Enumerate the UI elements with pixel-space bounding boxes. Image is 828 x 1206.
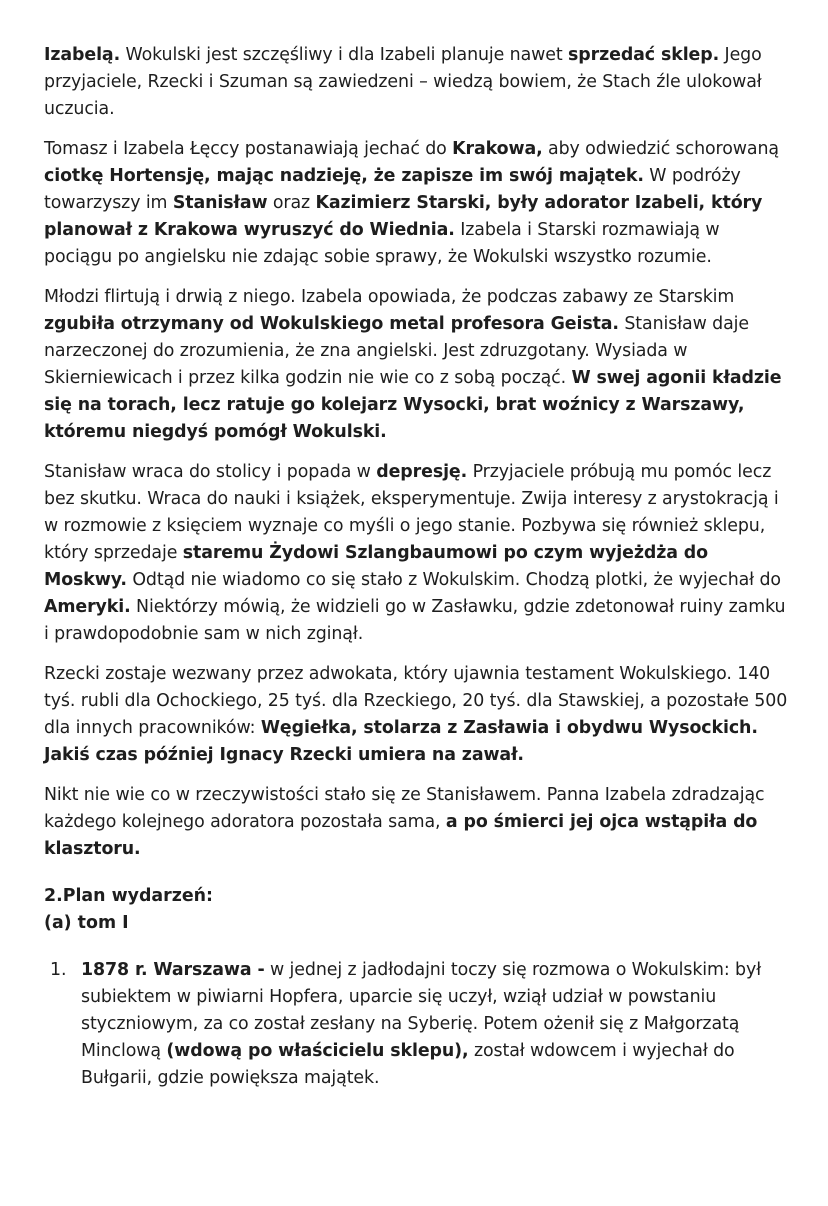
bold-text: Kazimierz Starski, były adorator Izabeli, który planował z Krakowa wyruszyć do Wiednia. bbox=[44, 193, 763, 240]
bold-text: W swej agonii kładzie się na torach, lecz ratuje go kolejarz Wysocki, brat woźnicy z Warszawy, któremu niegdyś pomógł Wokulski. bbox=[44, 368, 782, 442]
bold-text: Stanisław bbox=[172, 193, 268, 213]
bold-text: ciotkę Hortensję, mając nadzieję, że zapisze im swój majątek. bbox=[44, 166, 644, 186]
section-heading: 2.Plan wydarzeń: bbox=[44, 886, 213, 906]
paragraph bbox=[44, 284, 790, 446]
text-run: Tomasz i Izabela Łęccy postanawiają jechać do bbox=[44, 139, 453, 159]
list-item-text bbox=[81, 957, 790, 1092]
plan-list bbox=[44, 957, 790, 1092]
paragraph bbox=[44, 42, 790, 123]
paragraph bbox=[44, 782, 790, 863]
text-run: Młodzi flirtują i drwią z niego. Izabela opowiada, że podczas zabawy ze Starskim bbox=[44, 287, 735, 307]
bold-text: staremu Żydowi Szlangbaumowi po czym wyjeżdża do Moskwy. bbox=[44, 543, 709, 590]
text-run: Odtąd nie wiadomo co się stało z Wokulskim. Chodzą plotki, że wyjechał do bbox=[126, 570, 781, 590]
text-run: Nikt nie wie co w rzeczywistości stało się ze Stanisławem. Panna Izabela zdradzając każdego kolejnego adoratora pozostała sama, bbox=[44, 785, 765, 832]
bold-text: sprzedać sklep. bbox=[568, 45, 720, 65]
bold-text: Węgiełka, stolarza z Zasławia i obydwu Wysockich. Jakiś czas później Ignacy Rzecki umiera na zawał. bbox=[44, 718, 758, 765]
text-run: Izabela i Starski rozmawiają w pociągu po angielsku nie zdając sobie sprawy, że Wokulski wszystko rozumie. bbox=[44, 220, 720, 267]
bold-text: a po śmierci jej ojca wstąpiła do klasztoru. bbox=[44, 812, 758, 859]
bold-text: Ameryki. bbox=[44, 597, 131, 617]
paragraph bbox=[44, 459, 790, 648]
bold-text: (wdową po właścicielu sklepu), bbox=[166, 1041, 469, 1061]
text-run: Wokulski jest szczęśliwy i dla Izabeli planuje nawet bbox=[120, 45, 569, 65]
summary-text bbox=[44, 42, 790, 863]
bold-text: Izabelą. bbox=[44, 45, 121, 65]
text-run: Rzecki zostaje wezwany przez adwokata, który ujawnia testament Wokulskiego. 140 tyś. rubli dla Ochockiego, 25 tyś. dla Rzeckiego, 20 tyś. dla Stawskiej, a pozostałe 500 dla innych pracowników: bbox=[44, 664, 788, 738]
text-run: został wdowcem i wyjechał do Bułgarii, gdzie powiększa majątek. bbox=[81, 1041, 735, 1088]
bold-text: 1878 r. Warszawa - bbox=[81, 960, 265, 980]
list-item bbox=[44, 957, 790, 1092]
text-run: Przyjaciele próbują mu pomóc lecz bez skutku. Wraca do nauki i książek, eksperymentuje. Zwija interesy z arystokracją i w rozmowie z księciem wyznaje co myśli o jego stanie. Pozbywa się również sklepu, który sprzedaje bbox=[44, 462, 779, 563]
bold-text: Krakowa, bbox=[452, 139, 543, 159]
bold-text: depresję. bbox=[376, 462, 468, 482]
text-run: Stanisław daje narzeczonej do zrozumienia, że zna angielski. Jest zdruzgotany. Wysiada w Skierniewicach i przez kilka godzin nie wie co z sobą począć. bbox=[44, 314, 749, 388]
paragraph bbox=[44, 661, 790, 769]
text-run: Stanisław wraca do stolicy i popada w bbox=[44, 462, 377, 482]
paragraph bbox=[44, 136, 790, 271]
text-run: oraz bbox=[267, 193, 316, 213]
text-run: Niektórzy mówią, że widzieli go w Zasławku, gdzie zdetonował ruiny zamku i prawdopodobnie sam w nich zginął. bbox=[44, 597, 786, 644]
subheading: (a) tom I bbox=[44, 913, 129, 933]
list-item-number: 1. bbox=[50, 960, 67, 980]
text-run: Jego przyjaciele, Rzecki i Szuman są zawiedzeni – wiedzą bowiem, że Stach źle ulokował uczucia. bbox=[44, 45, 762, 119]
text-run: W podróży towarzyszy im bbox=[44, 166, 741, 213]
text-run: aby odwiedzić schorowaną bbox=[542, 139, 779, 159]
text-run: w jednej z jadłodajni toczy się rozmowa o Wokulskim: był subiektem w piwiarni Hopfera, uparcie się uczył, wziął udział w powstaniu styczniowym, za co został zesłany na Syberię. Potem ożenił się z Małgorzatą Minclową bbox=[81, 960, 762, 1061]
bold-text: zgubiła otrzymany od Wokulskiego metal profesora Geista. bbox=[44, 314, 619, 334]
